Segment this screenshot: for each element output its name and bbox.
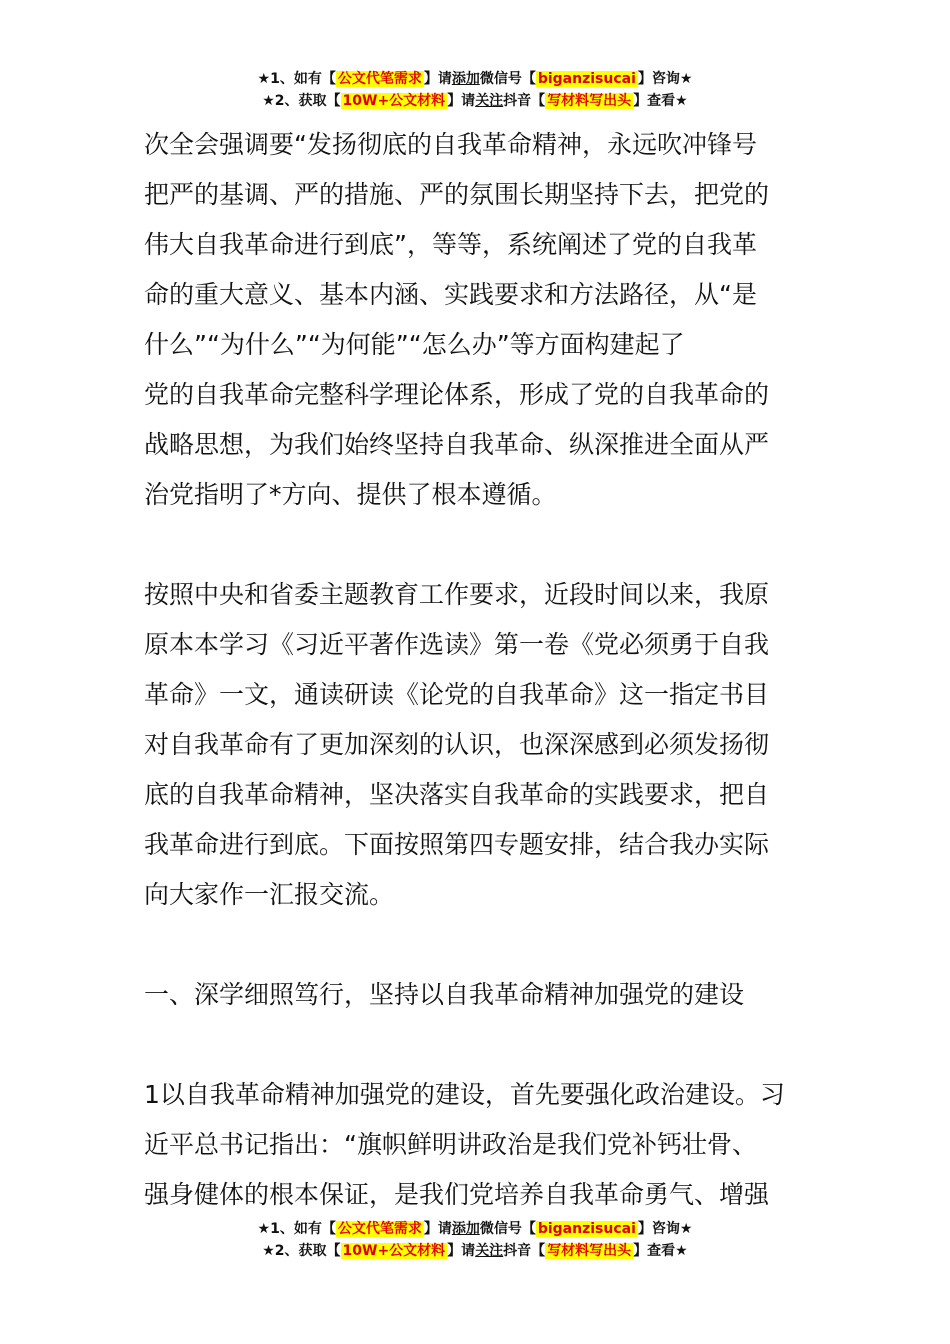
text-line: 把严的基调、严的措施、严的氛围长期坚持下去，把党的 [144,180,770,209]
banner-highlight: 公文代笔需求 [337,1221,422,1237]
footer-banner [0,1218,950,1262]
banner-highlight: 10W+公文材料 [342,93,446,109]
banner-text: 微信号【 [479,1221,536,1237]
banner-highlight: biganzisucai [537,1221,636,1237]
text-line: 强身健体的根本保证，是我们党培养自我革命勇气、增强 [144,1180,770,1209]
text-line: 治党指明了*方向、提供了根本遵循。 [144,480,557,509]
text-line: 底的自我革命精神，坚决落实自我革命的实践要求，把自 [144,780,770,809]
text-line: 命的重大意义、基本内涵、实践要求和方法路径，从“是 [144,280,757,309]
banner-line-2 [0,90,950,112]
text-line: 我革命进行到底。下面按照第四专题安排，结合我办实际 [144,830,770,859]
paragraph-2 [144,570,812,920]
banner-text: ★1、如有【 [257,1221,336,1237]
section-heading [144,970,812,1020]
text-line: 原本本学习《习近平著作选读》第一卷《党必须勇于自我 [144,630,770,659]
banner-text: 】查看★ [633,93,688,109]
banner-underline: 添加 [451,1221,480,1237]
banner-line-1 [0,68,950,90]
banner-text: 微信号【 [479,71,536,87]
banner-underline: 添加 [451,71,480,87]
paragraph-1 [144,120,812,520]
paragraph-gap [144,920,812,970]
text-line: 党的自我革命完整科学理论体系，形成了党的自我革命的 [144,380,770,409]
banner-text: 】请 [423,1221,452,1237]
text-line: 近平总书记指出：“旗帜鲜明讲政治是我们党补钙壮骨、 [144,1130,757,1159]
banner-highlight: 10W+公文材料 [342,1243,446,1259]
text-line: 什么”“为什么”“为何能”“怎么办”等方面构建起了 [144,330,685,359]
banner-highlight: 写材料写出头 [547,93,632,109]
document-body [144,120,812,1220]
banner-text: 】请 [423,71,452,87]
banner-text: ★1、如有【 [257,71,336,87]
text-line: 次全会强调要“发扬彻底的自我革命精神，永远吹冲锋号 [144,130,757,159]
text-line: 革命》一文，通读研读《论党的自我革命》这一指定书目 [144,680,770,709]
banner-text: 抖音【 [503,1243,546,1259]
banner-text: ★2、获取【 [262,1243,341,1259]
banner-line-2 [0,1240,950,1262]
text-line: 向大家作一汇报交流。 [144,880,395,909]
heading-line: 一、深学细照笃行，坚持以自我革命精神加强党的建设 [144,980,745,1009]
header-banner [0,68,950,112]
banner-line-1 [0,1218,950,1240]
paragraph-gap [144,1020,812,1070]
banner-underline: 关注 [475,1243,504,1259]
paragraph-3 [144,1070,812,1220]
text-line: 1以自我革命精神加强党的建设，首先要强化政治建设。习 [144,1080,785,1109]
text-line: 按照中央和省委主题教育工作要求，近段时间以来，我原 [144,580,770,609]
banner-text: 】请 [447,93,476,109]
text-line: 对自我革命有了更加深刻的认识，也深深感到必须发扬彻 [144,730,770,759]
banner-text: 】咨询★ [637,1221,693,1237]
paragraph-gap [144,520,812,570]
banner-text: 】查看★ [633,1243,688,1259]
banner-text: 抖音【 [503,93,546,109]
banner-text: 】请 [447,1243,476,1259]
banner-text: ★2、获取【 [262,93,341,109]
banner-text: 】咨询★ [637,71,693,87]
banner-highlight: 公文代笔需求 [337,71,422,87]
banner-highlight: biganzisucai [537,71,636,87]
banner-underline: 关注 [475,93,504,109]
text-line: 战略思想，为我们始终坚持自我革命、纵深推进全面从严 [144,430,770,459]
text-line: 伟大自我革命进行到底”，等等，系统阐述了党的自我革 [144,230,757,259]
banner-highlight: 写材料写出头 [547,1243,632,1259]
